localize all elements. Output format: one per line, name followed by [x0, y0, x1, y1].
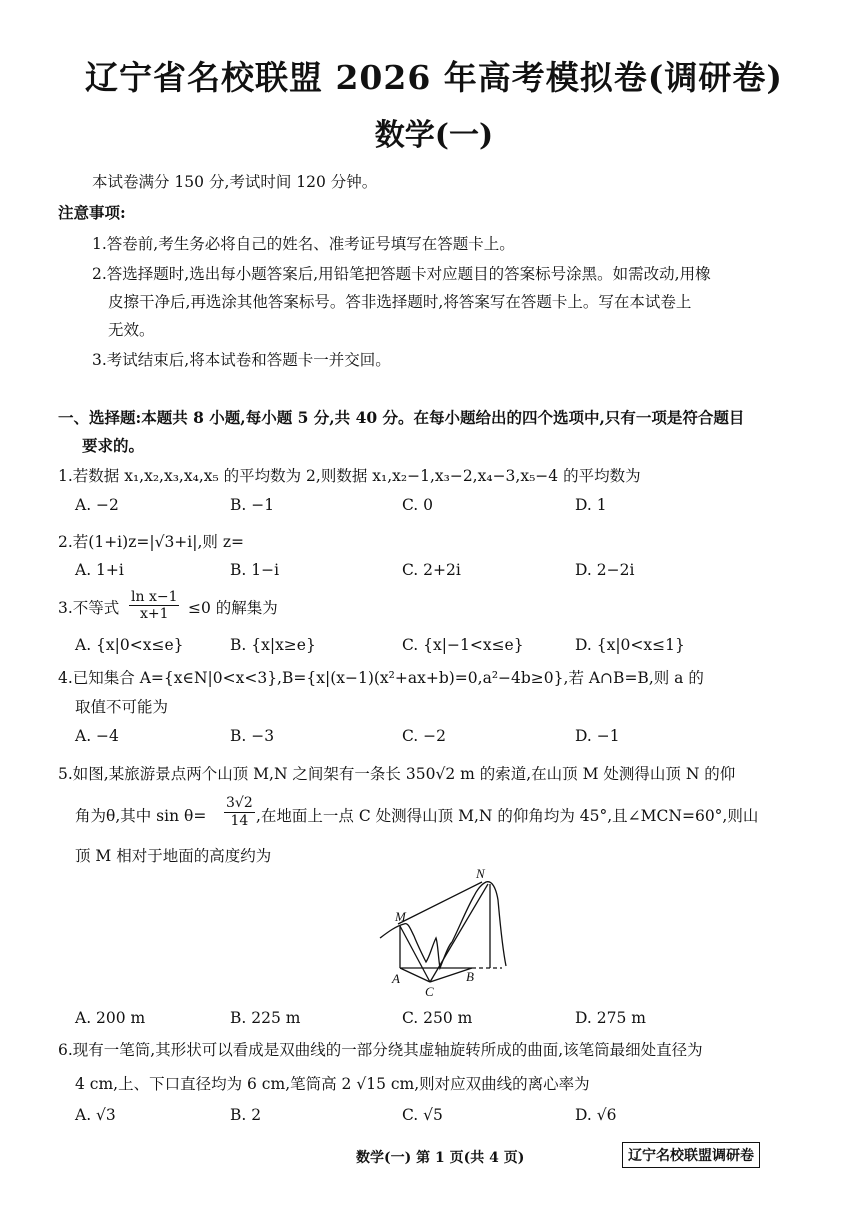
- q4-option-d: D. −1: [575, 727, 620, 745]
- note-item-2-line-1: 2.答选择题时,选出每小题答案后,用铅笔把答题卡对应题目的答案标号涂黑。如需改动,用橡: [92, 265, 711, 283]
- mountain-m-outline: [380, 924, 452, 968]
- label-n: N: [476, 866, 485, 881]
- q6-option-c: C. √5: [402, 1106, 443, 1124]
- question-3-stem-suffix: ≤0 的解集为: [188, 599, 278, 617]
- q5-option-a: A. 200 m: [75, 1009, 146, 1027]
- note-item-3: 3.考试结束后,将本试卷和答题卡一并交回。: [92, 351, 391, 369]
- q3-fraction: [129, 589, 179, 622]
- q1-option-a: A. −2: [75, 496, 119, 514]
- label-m: M: [395, 909, 406, 924]
- q3-fraction-denominator: x+1: [139, 606, 169, 622]
- q5-option-c: C. 250 m: [402, 1009, 473, 1027]
- page-number: 数学(一) 第 1 页(共 4 页): [356, 1150, 525, 1166]
- note-item-1: 1.答卷前,考生务必将自己的姓名、准考证号填写在答题卡上。: [92, 235, 515, 253]
- notes-heading: 注意事项:: [58, 203, 126, 222]
- q4-option-c: C. −2: [402, 727, 447, 745]
- cable-line-mn: [398, 882, 482, 924]
- question-4-stem-line-1: 4.已知集合 A={x∈N|0<x<3},B={x|(x−1)(x²+ax+b)=0,a²−4b≥0},若 A∩B=B,则 a 的: [58, 669, 704, 687]
- intro-text: 本试卷满分 150 分,考试时间 120 分钟。: [92, 173, 378, 191]
- q1-option-c: C. 0: [402, 496, 434, 514]
- label-c: C: [425, 984, 434, 998]
- note-item-2-line-3: 无效。: [108, 321, 155, 339]
- question-6-stem-line-1: 6.现有一笔筒,其形状可以看成是双曲线的一部分绕其虚轴旋转所成的曲面,该笔筒最细处直径为: [58, 1041, 703, 1059]
- question-5-stem-line-2-suffix: ,在地面上一点 C 处测得山顶 M,N 的仰角均为 45°,且∠MCN=60°,则山: [256, 807, 759, 825]
- q6-option-d: D. √6: [575, 1106, 617, 1124]
- q3-option-d: D. {x|0<x≤1}: [575, 636, 685, 654]
- q2-option-c: C. 2+2i: [402, 561, 461, 579]
- q1-option-d: D. 1: [575, 496, 607, 514]
- question-5-stem-line-1: 5.如图,某旅游景点两个山顶 M,N 之间架有一条长 350√2 m 的索道,在山顶 M 处测得山顶 N 的仰: [58, 765, 736, 783]
- question-3-stem-prefix: 3.不等式: [58, 599, 120, 617]
- section-heading-line-2: 要求的。: [82, 436, 145, 455]
- question-4-stem-line-2: 取值不可能为: [75, 698, 169, 716]
- q2-option-a: A. 1+i: [75, 561, 124, 579]
- question-5-stem-line-3: 顶 M 相对于地面的高度约为: [75, 847, 272, 865]
- q5-option-d: D. 275 m: [575, 1009, 646, 1027]
- q5-fraction-denominator: 14: [230, 813, 249, 829]
- question-5-stem-line-2-prefix: 角为θ,其中 sin θ=: [75, 807, 207, 825]
- line-ac: [400, 968, 430, 982]
- q1-option-b: B. −1: [230, 496, 275, 514]
- question-6-stem-line-2: 4 cm,上、下口直径均为 6 cm,笔筒高 2 √15 cm,则对应双曲线的离心率为: [75, 1075, 590, 1093]
- q4-option-b: B. −3: [230, 727, 275, 745]
- exam-title: 辽宁省名校联盟 2026 年高考模拟卷(调研卷): [84, 58, 784, 97]
- question-2-stem: 2.若(1+i)z=|√3+i|,则 z=: [58, 533, 244, 551]
- q2-option-d: D. 2−2i: [575, 561, 635, 579]
- q6-option-a: A. √3: [75, 1106, 116, 1124]
- q3-option-c: C. {x|−1<x≤e}: [402, 636, 524, 654]
- label-a: A: [392, 971, 400, 986]
- mountain-n-outline: [452, 882, 506, 966]
- note-item-2-line-2: 皮擦干净后,再选涂其他答案标号。答非选择题时,将答案写在答题卡上。写在本试卷上: [108, 293, 692, 311]
- q3-option-b: B. {x|x≥e}: [230, 636, 316, 654]
- q3-option-a: A. {x|0<x≤e}: [75, 636, 184, 654]
- mountain-cable-figure: [378, 866, 518, 998]
- q6-option-b: B. 2: [230, 1106, 262, 1124]
- q5-fraction: [224, 795, 255, 830]
- section-heading: 一、选择题:本题共 8 小题,每小题 5 分,共 40 分。在每小题给出的四个选项中,只有一项是符合题目: [58, 408, 745, 427]
- subject-title: 数学(一): [374, 118, 494, 153]
- q5-fraction-numerator: 3√2: [226, 795, 253, 811]
- q5-option-b: B. 225 m: [230, 1009, 301, 1027]
- q2-option-b: B. 1−i: [230, 561, 280, 579]
- question-1-stem: 1.若数据 x₁,x₂,x₃,x₄,x₅ 的平均数为 2,则数据 x₁,x₂−1,x₃−2,x₄−3,x₅−4 的平均数为: [58, 467, 641, 485]
- line-cn: [430, 884, 488, 982]
- q4-option-a: A. −4: [75, 727, 119, 745]
- footer-brand-box: 辽宁名校联盟调研卷: [622, 1142, 760, 1168]
- line-mc: [400, 926, 430, 982]
- label-b: B: [466, 969, 474, 984]
- q3-fraction-numerator: ln x−1: [131, 589, 178, 605]
